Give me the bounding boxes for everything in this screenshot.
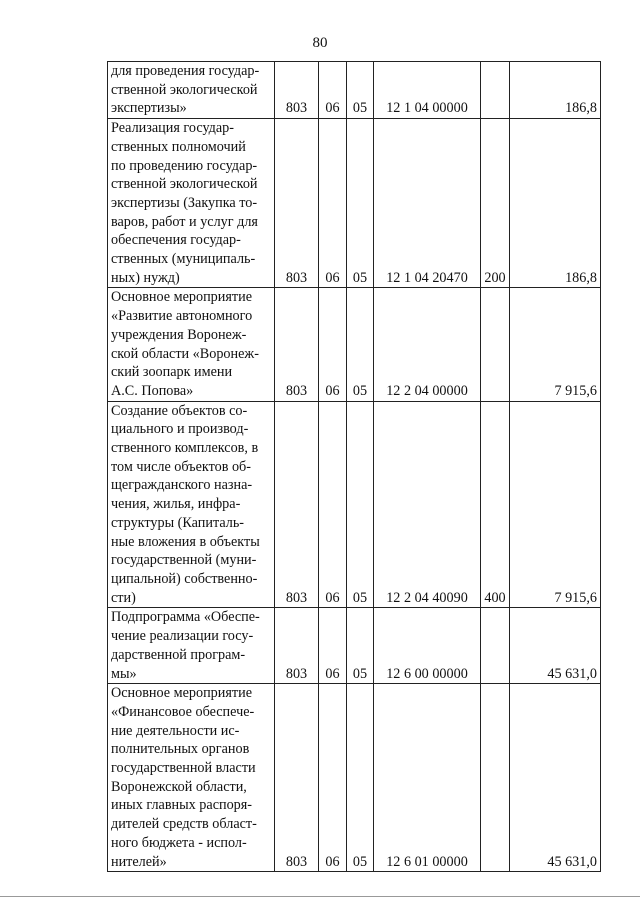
section-cell: 06 bbox=[319, 62, 347, 119]
row-name-cell: Основное мероприятие «Финансовое обеспече- ние деятельности ис- полнительных органов государственной власти Воронежской области, иных главных распоря- дителей средств област- ного бюджета - испол- нителей» bbox=[108, 684, 275, 872]
row-name-cell: Создание объектов со- циального и производ- ственного комплексов, в том числе объектов об- щегражданского назна- чения, жилья, инфра- структуры (Капиталь- ные вложения в объекты государственной (муни- ципальной) собственно- сти) bbox=[108, 401, 275, 608]
target-article-cell: 12 1 04 20470 bbox=[374, 119, 481, 288]
expense-type-cell bbox=[481, 62, 510, 119]
amount-cell: 45 631,0 bbox=[510, 684, 601, 872]
table-row bbox=[108, 62, 601, 119]
expense-type-cell bbox=[481, 288, 510, 401]
expense-type-cell: 200 bbox=[481, 119, 510, 288]
subsection-cell: 05 bbox=[347, 401, 374, 608]
target-article-cell: 12 6 00 00000 bbox=[374, 608, 481, 684]
subsection-cell: 05 bbox=[347, 288, 374, 401]
row-name-cell: Реализация государ- ственных полномочий по проведению государ- ственной экологической экспертизы (Закупка то- варов, работ и услуг для обеспечения государ- ственных (муниципаль- ных) нужд) bbox=[108, 119, 275, 288]
target-article-cell: 12 2 04 40090 bbox=[374, 401, 481, 608]
table-row bbox=[108, 288, 601, 401]
grbs-cell: 803 bbox=[275, 684, 319, 872]
section-cell: 06 bbox=[319, 608, 347, 684]
grbs-cell: 803 bbox=[275, 288, 319, 401]
expense-type-cell bbox=[481, 684, 510, 872]
amount-cell: 7 915,6 bbox=[510, 401, 601, 608]
subsection-cell: 05 bbox=[347, 62, 374, 119]
grbs-cell: 803 bbox=[275, 608, 319, 684]
amount-cell: 186,8 bbox=[510, 62, 601, 119]
row-name-cell: для проведения государ- ственной экологической экспертизы» bbox=[108, 62, 275, 119]
page-number: 80 bbox=[312, 35, 328, 51]
row-name-cell: Подпрограмма «Обеспе- чение реализации госу- дарственной програм- мы» bbox=[108, 608, 275, 684]
section-cell: 06 bbox=[319, 684, 347, 872]
row-name-cell: Основное мероприятие «Развитие автономного учреждения Воронеж- ской области «Воронеж- ский зоопарк имени А.С. Попова» bbox=[108, 288, 275, 401]
table-row bbox=[108, 684, 601, 872]
amount-cell: 186,8 bbox=[510, 119, 601, 288]
subsection-cell: 05 bbox=[347, 608, 374, 684]
target-article-cell: 12 1 04 00000 bbox=[374, 62, 481, 119]
grbs-cell: 803 bbox=[275, 119, 319, 288]
grbs-cell: 803 bbox=[275, 62, 319, 119]
table-row bbox=[108, 608, 601, 684]
table-row bbox=[108, 401, 601, 608]
amount-cell: 7 915,6 bbox=[510, 288, 601, 401]
section-cell: 06 bbox=[319, 288, 347, 401]
grbs-cell: 803 bbox=[275, 401, 319, 608]
page-bottom-rule bbox=[0, 896, 640, 897]
expense-type-cell: 400 bbox=[481, 401, 510, 608]
target-article-cell: 12 2 04 00000 bbox=[374, 288, 481, 401]
section-cell: 06 bbox=[319, 119, 347, 288]
expense-type-cell bbox=[481, 608, 510, 684]
table-row bbox=[108, 119, 601, 288]
budget-table bbox=[107, 61, 601, 872]
subsection-cell: 05 bbox=[347, 119, 374, 288]
subsection-cell: 05 bbox=[347, 684, 374, 872]
target-article-cell: 12 6 01 00000 bbox=[374, 684, 481, 872]
section-cell: 06 bbox=[319, 401, 347, 608]
amount-cell: 45 631,0 bbox=[510, 608, 601, 684]
